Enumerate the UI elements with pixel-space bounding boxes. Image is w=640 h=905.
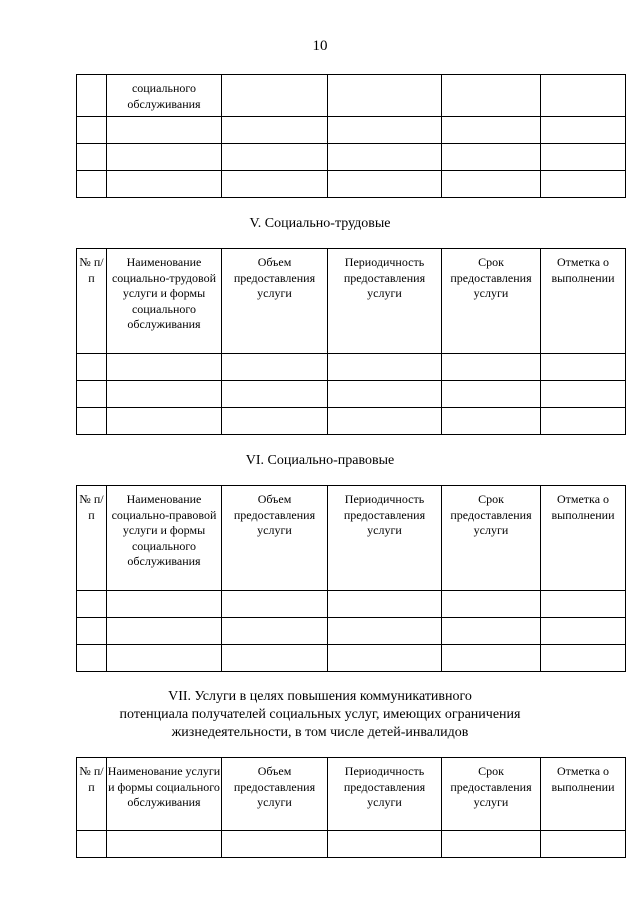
column-header-name: Наименование социально-трудовой услуги и формы социального обслуживания (107, 249, 222, 354)
column-header-volume: Объем предоставления услуги (222, 249, 328, 354)
section-title-line: жизнедеятельности, в том числе детей-инвалидов (171, 725, 469, 740)
column-header-mark: Отметка о выполнении (541, 486, 626, 591)
communicative-services-table (76, 757, 626, 858)
column-header-number: № п/п (77, 486, 107, 591)
table-row (77, 618, 626, 645)
column-header-mark: Отметка о выполнении (541, 758, 626, 831)
table-row (77, 645, 626, 672)
table-row (77, 381, 626, 408)
form-of-service-cell: социального обслуживания (107, 75, 222, 117)
header-row (77, 486, 626, 591)
table-row (77, 75, 626, 117)
section-title-line: VII. Услуги в целях повышения коммуникативного (168, 689, 472, 704)
column-header-periodicity: Периодичность предоставления услуги (328, 758, 442, 831)
column-header-number: № п/п (77, 249, 107, 354)
column-header-number: № п/п (77, 758, 107, 831)
column-header-name: Наименование социально-правовой услуги и формы социального обслуживания (107, 486, 222, 591)
table-row (77, 354, 626, 381)
continued-services-table (76, 74, 626, 198)
table-row (77, 117, 626, 144)
column-header-name: Наименование услуги и формы социального обслуживания (107, 758, 222, 831)
table-row (77, 831, 626, 858)
column-header-term: Срок предоставления услуги (442, 486, 541, 591)
page-number: 10 (312, 38, 328, 54)
section-title-communicative (0, 688, 640, 742)
column-header-term: Срок предоставления услуги (442, 758, 541, 831)
column-header-mark: Отметка о выполнении (541, 249, 626, 354)
column-header-term: Срок предоставления услуги (442, 249, 541, 354)
section-title-line: потенциала получателей социальных услуг, имеющих ограничения (119, 707, 521, 722)
labor-services-table (76, 248, 626, 435)
column-header-volume: Объем предоставления услуги (222, 758, 328, 831)
table-row (77, 171, 626, 198)
section-title-legal: VI. Социально-правовые (245, 453, 395, 468)
header-row (77, 758, 626, 831)
section-title-labor: V. Социально-трудовые (249, 216, 391, 231)
column-header-periodicity: Периодичность предоставления услуги (328, 249, 442, 354)
column-header-volume: Объем предоставления услуги (222, 486, 328, 591)
header-row (77, 249, 626, 354)
table-row (77, 591, 626, 618)
table-row (77, 144, 626, 171)
column-header-periodicity: Периодичность предоставления услуги (328, 486, 442, 591)
legal-services-table (76, 485, 626, 672)
table-row (77, 408, 626, 435)
